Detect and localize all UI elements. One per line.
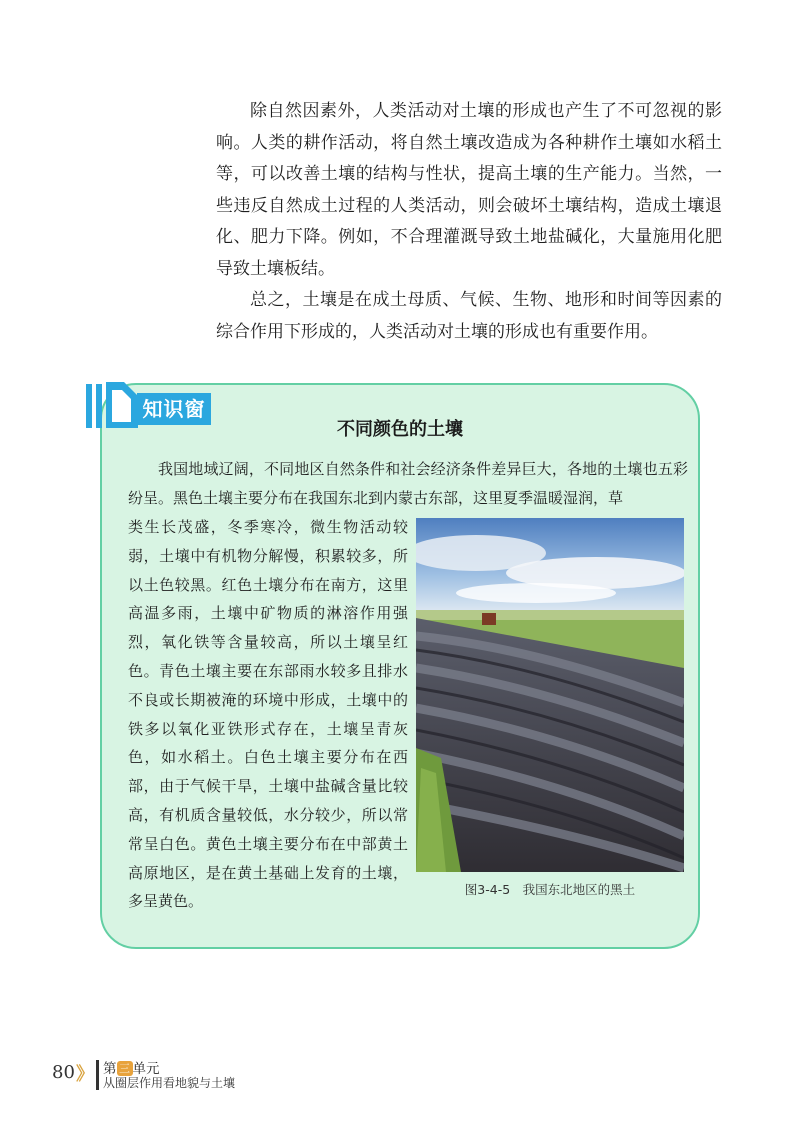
knowledge-window-tag: 知识窗 (137, 393, 211, 425)
black-soil-photo (416, 518, 684, 872)
knowledge-window-lead: 我国地域辽阔，不同地区自然条件和社会经济条件差异巨大，各地的土壤也五彩纷呈。黑色土壤主要分布在我国东北到内蒙古东部，这里夏季温暖湿润，草 (128, 460, 688, 507)
unit-prefix: 第 (103, 1061, 117, 1077)
page-arrows-icon: 》 (76, 1064, 94, 1085)
page-number: 80 (52, 1062, 75, 1083)
intro-text (216, 96, 722, 348)
unit-subtitle: 从圈层作用看地貌与土壤 (103, 1076, 236, 1090)
intro-paragraph-2: 总之，土壤是在成土母质、气候、生物、地形和时间等因素的综合作用下形成的，人类活动对土壤的形成也有重要作用。 (216, 290, 722, 342)
knowledge-window-title: 不同颜色的土壤 (337, 419, 463, 440)
unit-number-badge: 三 (117, 1061, 133, 1076)
footer-divider (96, 1060, 99, 1090)
figure-caption: 图3-4-5 我国东北地区的黑土 (464, 882, 636, 897)
intro-paragraph-1: 除自然因素外，人类活动对土壤的形成也产生了不可忽视的影响。人类的耕作活动，将自然土壤改造成为各种耕作土壤如水稻土等，可以改善土壤的结构与性状，提高土壤的生产能力。当然，一些违反自然成土过程的人类活动，则会破坏土壤结构，造成土壤退化、肥力下降。例如，不合理灌溉导致土地盐碱化，大量施用化肥导致土壤板结。 (216, 101, 722, 279)
unit-suffix: 单元 (132, 1061, 160, 1077)
knowledge-window-body: 类生长茂盛，冬季寒冷，微生物活动较弱，土壤中有机物分解慢，积累较多，所以土色较黑。红色土壤分布在南方，这里高温多雨，土壤中矿物质的淋溶作用强烈，氧化铁等含量较高，所以土壤呈红色。青色土壤主要在东部雨水较多且排水不良或长期被淹的环境中形成，土壤中的铁多以氧化亚铁形式存在，土壤呈青灰色，如水稻土。白色土壤主要分布在西部，由于气候干旱，土壤中盐碱含量比较高，有机质含量较低，水分较少，所以常常呈白色。黄色土壤主要分布在中部黄土高原地区，是在黄土基础上发育的土壤，多呈黄色。 (128, 518, 408, 911)
